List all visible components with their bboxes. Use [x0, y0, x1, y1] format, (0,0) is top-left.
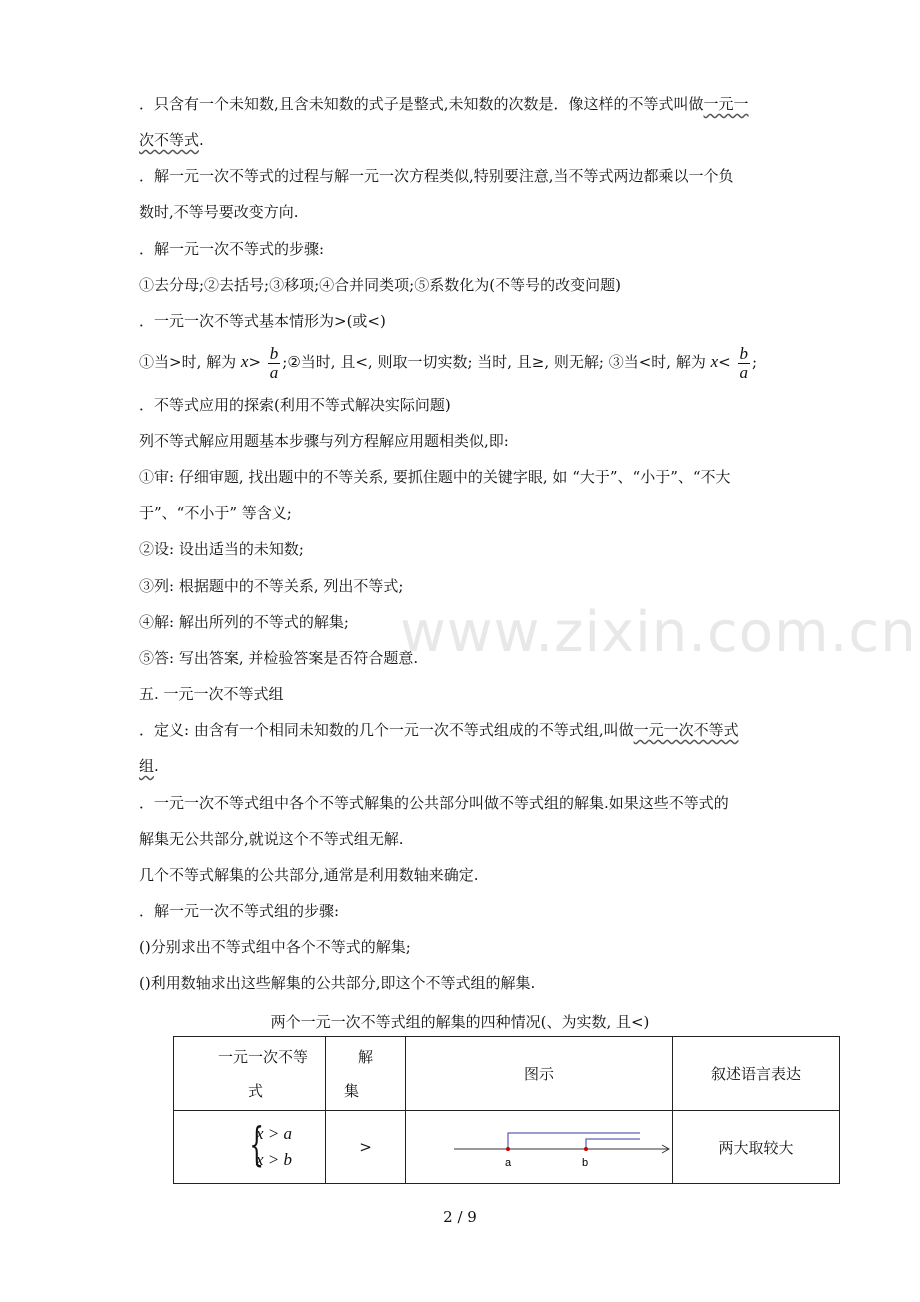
section-heading: 五. 一元一次不等式组	[139, 685, 284, 703]
fraction-b-over-a: $\frac{b}{a}$	[739, 343, 749, 382]
text-line-1: ．只含有一个未知数,且含未知数的式子是整式,未知数的次数是．像这样的不等式叫做一元一	[139, 95, 749, 113]
text-line-6: ①去分母;②去括号;③移项;④合并同类项;⑤系数化为(不等号的改变问题)	[139, 276, 621, 294]
description-cell: 两大取较大	[673, 1111, 840, 1184]
point-b	[584, 1147, 588, 1151]
page-number: 2 / 9	[443, 1208, 477, 1226]
solution-table	[173, 1036, 840, 1184]
header-inequality: 一元一次不等 式	[174, 1037, 326, 1111]
text-line-3: ．解一元一次不等式的过程与解一元一次方程类似,特别要注意,当不等式两边都乘以一个负	[139, 167, 734, 185]
underlined-term: 一元一次不等式	[633, 721, 739, 739]
header-solution: 解 集	[326, 1037, 406, 1111]
label-b: b	[582, 1157, 589, 1169]
range-x-gt-b	[586, 1139, 640, 1149]
header-description: 叙述语言表达	[673, 1037, 840, 1111]
label-a: a	[505, 1157, 512, 1169]
text-line-25: ()利用数轴求出这些解集的公共部分,即这个不等式组的解集.	[139, 974, 536, 992]
text-line-4: 数时,不等号要改变方向.	[139, 203, 299, 221]
number-line-svg	[406, 1111, 672, 1183]
solution-cell: >	[326, 1111, 406, 1184]
watermark: www.zixin.com.cn	[400, 600, 917, 665]
text-line-5: ．解一元一次不等式的步骤:	[139, 240, 325, 258]
table-header-row	[174, 1037, 840, 1111]
table-caption: 两个一元一次不等式组的解集的四种情况(、为实数, 且<)	[270, 1013, 650, 1031]
underlined-term: 一元一	[703, 95, 749, 113]
text-line-2: 次不等式.	[139, 131, 204, 149]
text-line-7: ．一元一次不等式基本情形为>(或<)	[139, 312, 386, 330]
header-diagram: 图示	[406, 1037, 673, 1111]
text-line-14: ③列: 根据题中的不等关系, 列出不等式;	[139, 577, 404, 595]
table-row	[174, 1111, 840, 1184]
text-line-9: ．不等式应用的探索(利用不等式解决实际问题)	[139, 396, 451, 414]
text-line-23: ．解一元一次不等式组的步骤:	[139, 902, 340, 920]
text-line-19: 组.	[139, 757, 159, 775]
inequality-system: { x > a x > b	[174, 1111, 326, 1184]
text-line-13: ②设: 设出适当的未知数;	[139, 540, 304, 558]
point-a	[506, 1147, 510, 1151]
text-line-18: ．定义: 由含有一个相同未知数的几个一元一次不等式组成的不等式组,叫做一元一次不等式	[139, 721, 739, 739]
text-line-20: ．一元一次不等式组中各个不等式解集的公共部分叫做不等式组的解集.如果这些不等式的	[139, 794, 729, 812]
underlined-term: 次不等式	[139, 131, 200, 149]
text-line-15: ④解: 解出所列的不等式的解集;	[139, 613, 349, 631]
range-x-gt-a	[508, 1133, 640, 1149]
text-line-12: 于”、“不小于” 等含义;	[139, 504, 292, 522]
text-line-16: ⑤答: 写出答案, 并检验答案是否符合题意.	[139, 649, 419, 667]
number-line-diagram	[406, 1111, 673, 1184]
text-line-22: 几个不等式解集的公共部分,通常是利用数轴来确定.	[139, 866, 479, 884]
text-line-11: ①审: 仔细审题, 找出题中的不等关系, 要抓住题中的关键字眼, 如 “大于”、“小于”、“不大	[139, 468, 731, 486]
text-line-8: ①当>时, 解为 x> $\frac{b}{a}$ ;②当时, 且<, 则取一切实数; 当时, 且≥, 则无解; ③当<时, 解为 x< $\frac{b}{a}$ ;	[139, 343, 758, 382]
fraction-b-over-a: $\frac{b}{a}$	[269, 343, 279, 382]
underlined-term: 组	[139, 757, 155, 775]
text-line-24: ()分别求出不等式组中各个不等式的解集;	[139, 938, 411, 956]
text-line-21: 解集无公共部分,就说这个不等式组无解.	[139, 830, 404, 848]
text-line-10: 列不等式解应用题基本步骤与列方程解应用题相类似,即:	[139, 432, 509, 450]
